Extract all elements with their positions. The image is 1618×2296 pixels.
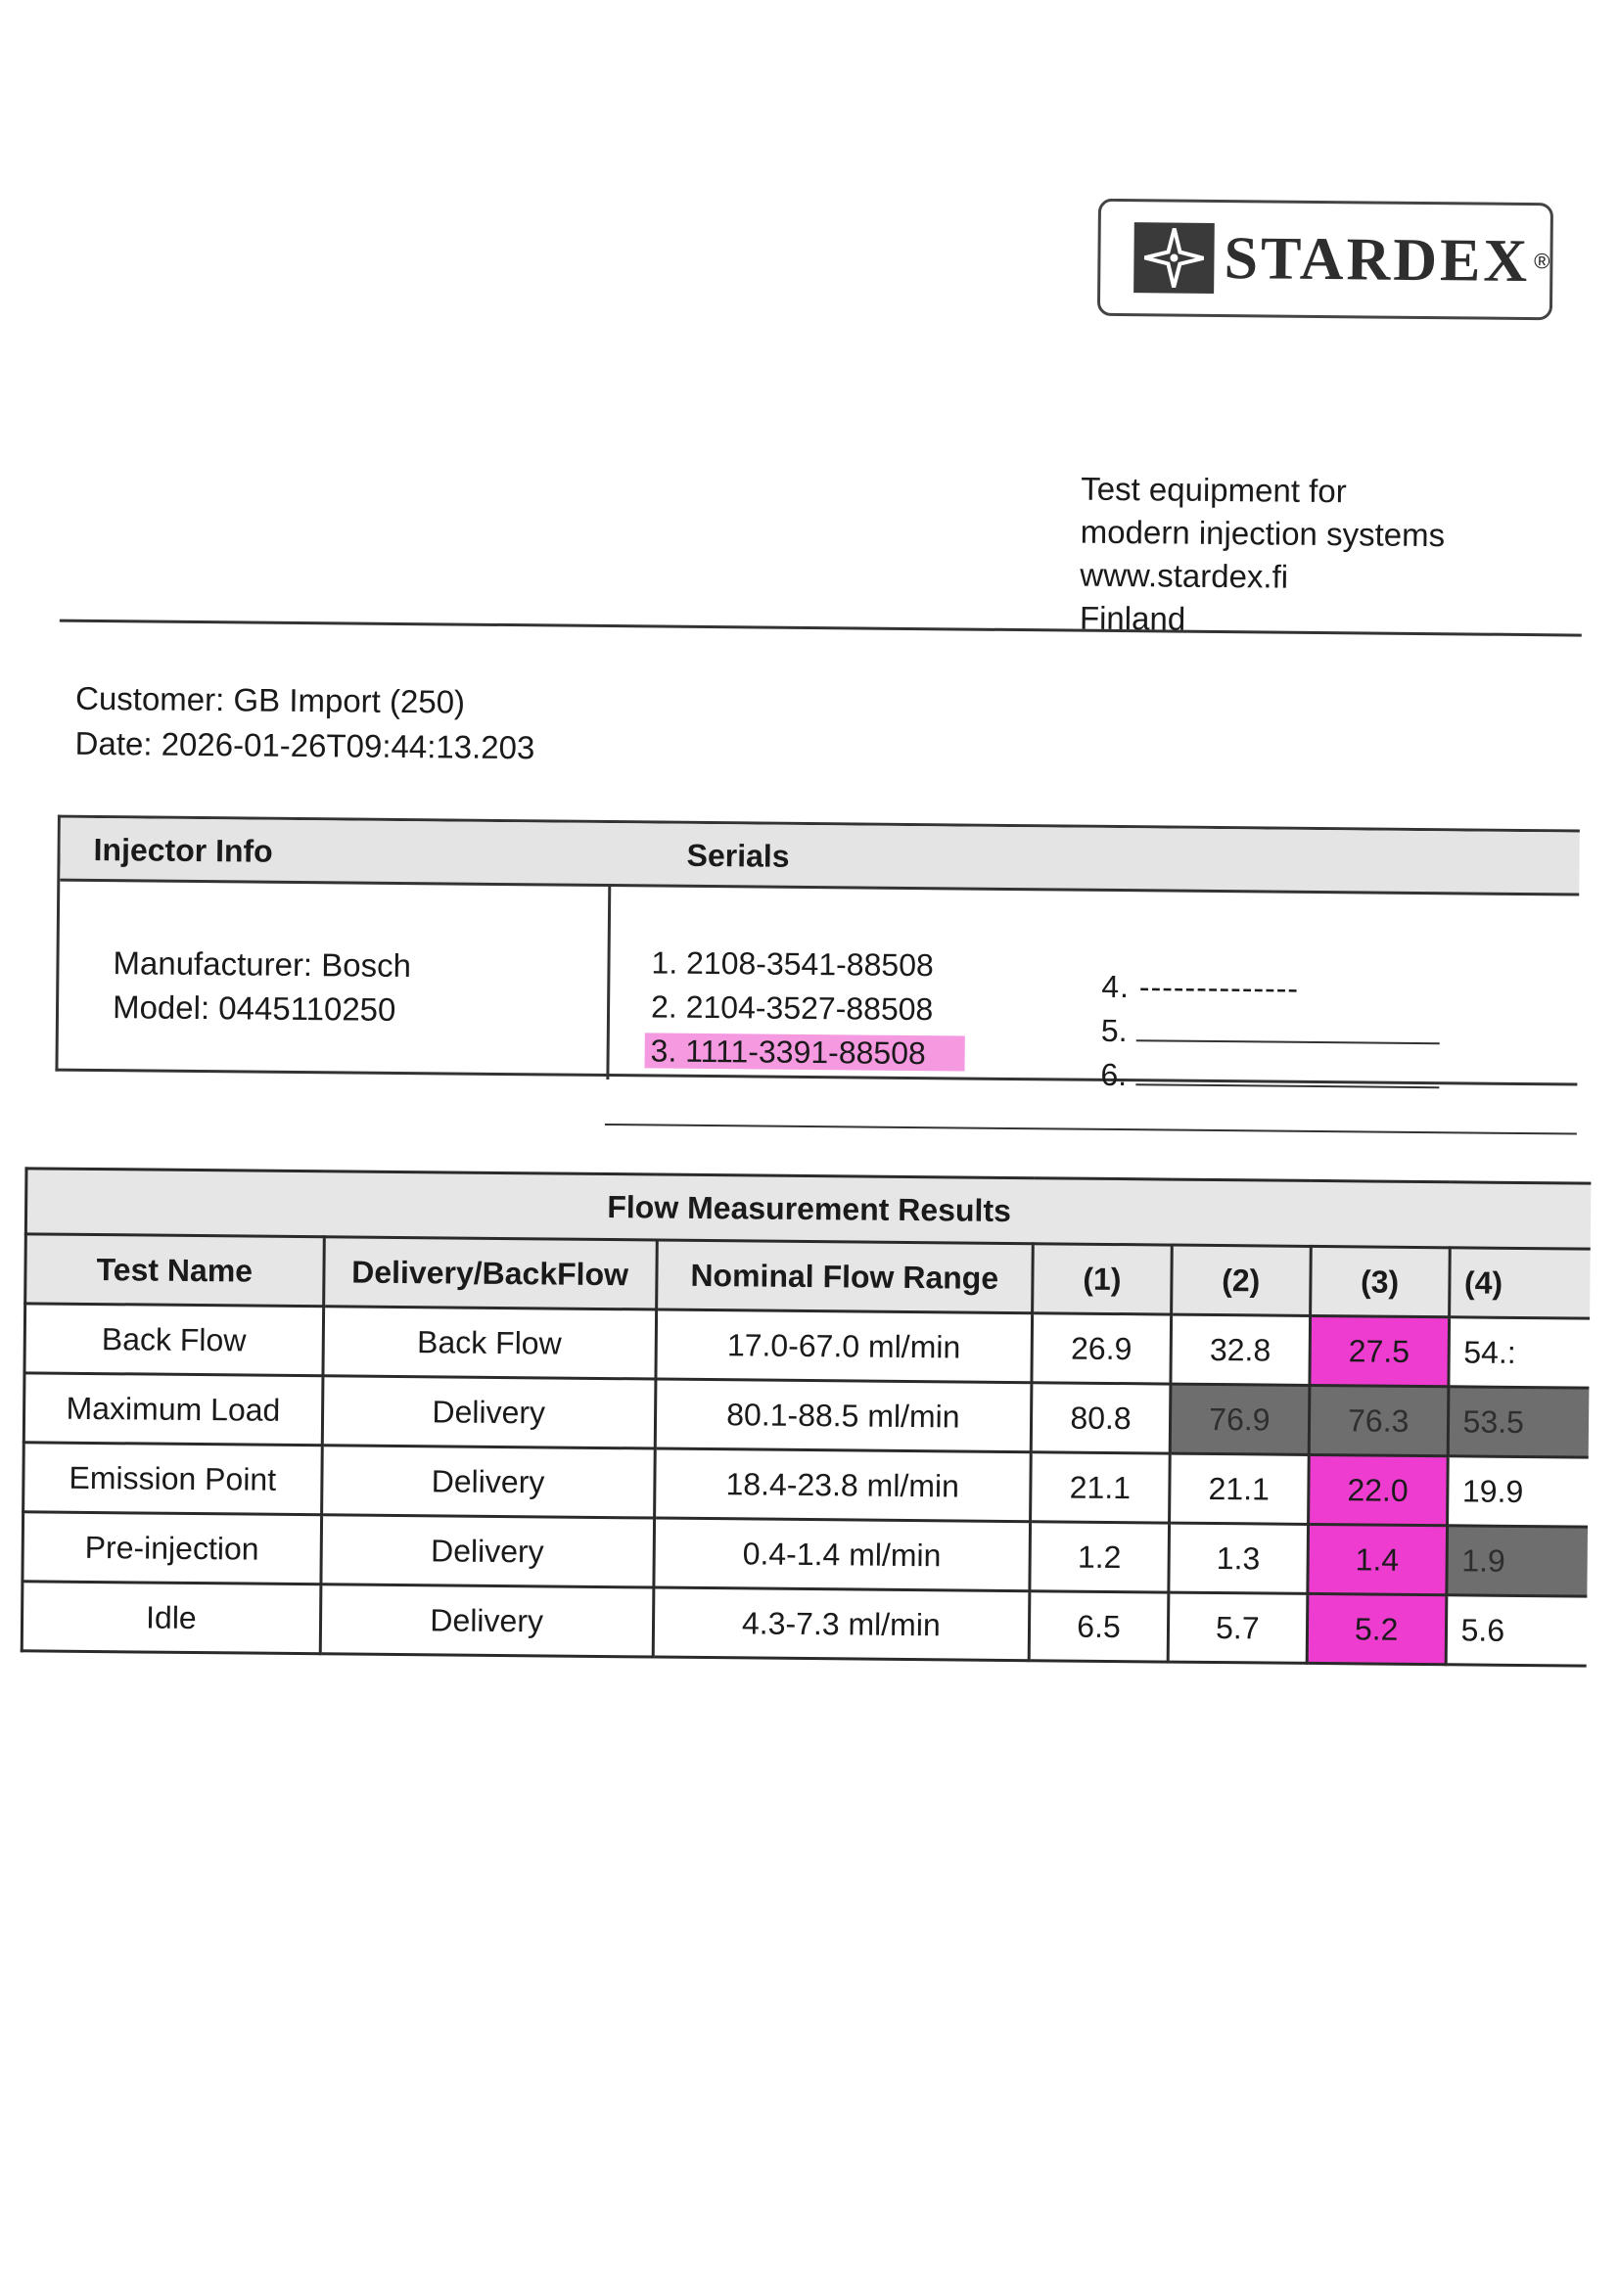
manufacturer: Manufacturer: Bosch: [113, 944, 412, 985]
cell: Pre-injection: [23, 1512, 321, 1584]
brand-name: STARDEX: [1224, 224, 1531, 295]
cell: 17.0-67.0 ml/min: [656, 1309, 1033, 1383]
cell-out-of-range: 1.9: [1446, 1526, 1588, 1596]
cell-highlighted: 27.5: [1310, 1315, 1450, 1386]
cell: 26.9: [1032, 1313, 1172, 1384]
serials-list-right: [1100, 965, 1440, 1100]
cell-highlighted: 1.4: [1308, 1524, 1448, 1594]
section-divider: [605, 1124, 1577, 1135]
registered-mark: ®: [1534, 249, 1550, 274]
cell: Back Flow: [24, 1304, 323, 1376]
serial-item-highlighted: 3. 1111-3391-88508: [644, 1033, 964, 1071]
report-meta: [74, 676, 535, 771]
serial-item-blank: 5.: [1101, 1009, 1440, 1056]
flow-results-table: [21, 1167, 1592, 1667]
model: Model: 0445110250: [112, 988, 396, 1028]
cell-out-of-range: 53.5: [1448, 1387, 1590, 1457]
serial-item-blank: 6.: [1100, 1053, 1439, 1100]
serial-item: 4. --------------: [1101, 968, 1300, 1006]
injector-info-header: [60, 818, 1580, 896]
injector-info-heading: Injector Info: [93, 831, 273, 869]
header-cell: (4): [1449, 1248, 1591, 1318]
cell-highlighted: 5.2: [1307, 1593, 1447, 1664]
cell: 80.8: [1031, 1383, 1171, 1453]
cell: 18.4-23.8 ml/min: [654, 1448, 1031, 1522]
serial-item: 2. 2104-3527-88508: [650, 988, 934, 1028]
injector-info-table: [55, 815, 1579, 1093]
cell: 6.5: [1029, 1591, 1169, 1662]
header-cell: Test Name: [25, 1234, 324, 1307]
cell-out-of-range: 76.9: [1170, 1384, 1310, 1454]
header-cell: (1): [1033, 1244, 1173, 1314]
header-cell: (2): [1172, 1245, 1312, 1315]
cell: 1.2: [1030, 1522, 1170, 1592]
company-info: [1080, 468, 1446, 644]
cell: 19.9: [1447, 1456, 1589, 1527]
cell: Maximum Load: [23, 1373, 322, 1446]
header-cell: Nominal Flow Range: [656, 1240, 1033, 1313]
injector-details: [113, 941, 411, 1032]
serials-heading: Serials: [686, 837, 790, 874]
cell: 80.1-88.5 ml/min: [655, 1379, 1032, 1452]
company-line: modern injection systems: [1080, 513, 1446, 554]
date-label: Date: 2026-01-26T09:44:13.203: [74, 724, 535, 766]
blank-line: [1135, 1014, 1439, 1044]
header-cell: Delivery/BackFlow: [323, 1237, 657, 1309]
cell: 21.1: [1169, 1453, 1309, 1524]
cell: Delivery: [321, 1446, 655, 1518]
flow-title: Flow Measurement Results: [25, 1169, 1591, 1249]
company-website: www.stardex.fi: [1080, 556, 1289, 595]
cell: Emission Point: [23, 1443, 322, 1515]
cell-highlighted: 22.0: [1308, 1454, 1448, 1525]
table-row: [22, 1582, 1587, 1666]
cell: Delivery: [321, 1515, 655, 1587]
cell: Idle: [22, 1582, 320, 1654]
company-line: Test equipment for: [1081, 470, 1347, 510]
cell: Delivery: [322, 1376, 656, 1448]
compass-star-icon: [1133, 222, 1215, 294]
header-cell-highlighted: (3): [1310, 1246, 1450, 1316]
customer-label: Customer: GB Import (250): [74, 679, 466, 720]
cell: 5.6: [1446, 1595, 1588, 1666]
blank-line: [1135, 1058, 1439, 1088]
cell: 1.3: [1169, 1523, 1309, 1593]
stardex-logo: [1097, 199, 1553, 320]
cell: 32.8: [1171, 1314, 1311, 1385]
serial-item: 1. 2108-3541-88508: [651, 944, 934, 984]
cell: 21.1: [1031, 1452, 1171, 1523]
company-country: Finland: [1079, 599, 1186, 637]
cell: 54.:: [1449, 1317, 1591, 1388]
cell: Back Flow: [323, 1307, 657, 1379]
cell: 0.4-1.4 ml/min: [653, 1518, 1030, 1591]
serials-list-left: [650, 941, 965, 1076]
cell: Delivery: [320, 1584, 654, 1657]
column-divider: [606, 884, 611, 1079]
cell: 4.3-7.3 ml/min: [653, 1587, 1030, 1661]
cell: 5.7: [1168, 1592, 1308, 1663]
cell-out-of-range: 76.3: [1309, 1385, 1449, 1455]
